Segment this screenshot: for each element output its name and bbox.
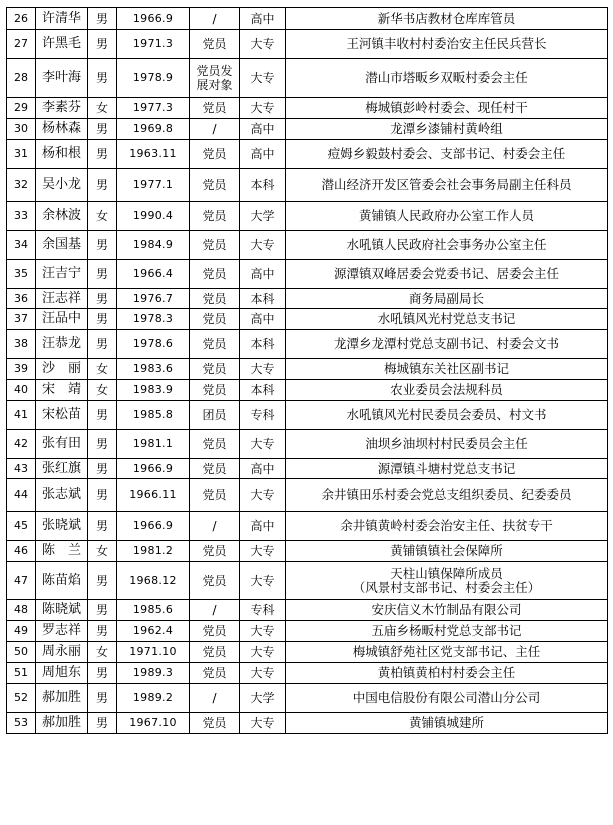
gender-cell: 男 (88, 30, 117, 59)
work-unit-position-cell: 水吼镇风光村党总支书记 (286, 309, 608, 330)
work-unit-position-cell: 新华书店教材仓库库管员 (286, 8, 608, 30)
work-unit-position-cell: 水吼镇风光村民委员会委员、村文书 (286, 401, 608, 430)
row-number-cell: 28 (7, 59, 36, 98)
education-cell: 大专 (240, 98, 286, 119)
education-cell: 本科 (240, 289, 286, 309)
gender-cell: 男 (88, 512, 117, 541)
birth-date-cell: 1969.8 (117, 119, 190, 140)
gender-cell: 男 (88, 289, 117, 309)
work-unit-position-cell: 中国电信股份有限公司潜山分公司 (286, 684, 608, 713)
political-status-cell: 党员 (190, 309, 240, 330)
gender-cell: 男 (88, 684, 117, 713)
work-unit-position-cell: 梅城镇彭岭村委会、现任村干 (286, 98, 608, 119)
birth-date-cell: 1966.9 (117, 459, 190, 479)
person-name-cell: 汪志祥 (36, 289, 88, 309)
gender-cell: 女 (88, 359, 117, 380)
education-cell: 本科 (240, 330, 286, 359)
person-name-cell: 陈苗焰 (36, 562, 88, 600)
work-unit-position-cell: 黄铺镇人民政府办公室工作人员 (286, 202, 608, 231)
education-cell: 高中 (240, 512, 286, 541)
political-status-cell: 党员 (190, 621, 240, 642)
person-name-cell: 吴小龙 (36, 169, 88, 202)
row-number-cell: 35 (7, 260, 36, 289)
person-name-cell: 李叶海 (36, 59, 88, 98)
person-name-cell: 张有田 (36, 430, 88, 459)
work-unit-position-cell: 余井镇田乐村委会党总支组织委员、纪委委员 (286, 479, 608, 512)
person-name-cell: 余国基 (36, 231, 88, 260)
gender-cell: 男 (88, 330, 117, 359)
birth-date-cell: 1981.2 (117, 541, 190, 562)
table-row (7, 479, 608, 512)
person-name-cell: 郝加胜 (36, 684, 88, 713)
education-cell: 大专 (240, 562, 286, 600)
table-row (7, 600, 608, 621)
row-number-cell: 42 (7, 430, 36, 459)
row-number-cell: 34 (7, 231, 36, 260)
row-number-cell: 43 (7, 459, 36, 479)
row-number-cell: 29 (7, 98, 36, 119)
person-name-cell: 许清华 (36, 8, 88, 30)
person-name-cell: 杨和根 (36, 140, 88, 169)
birth-date-cell: 1971.3 (117, 30, 190, 59)
education-cell: 高中 (240, 140, 286, 169)
birth-date-cell: 1977.1 (117, 169, 190, 202)
person-name-cell: 沙 丽 (36, 359, 88, 380)
work-unit-position-cell: 梅城镇东关社区副书记 (286, 359, 608, 380)
birth-date-cell: 1978.6 (117, 330, 190, 359)
roster-table (6, 7, 608, 734)
political-status-cell: 党员 (190, 541, 240, 562)
birth-date-cell: 1978.3 (117, 309, 190, 330)
political-status-cell: 党员 (190, 562, 240, 600)
table-row (7, 289, 608, 309)
person-name-cell: 汪恭龙 (36, 330, 88, 359)
work-unit-position-cell: 潜山市塔畈乡双畈村委会主任 (286, 59, 608, 98)
row-number-cell: 38 (7, 330, 36, 359)
education-cell: 大专 (240, 621, 286, 642)
work-unit-position-cell: 龙潭乡龙潭村党总支副书记、村委会文书 (286, 330, 608, 359)
table-row (7, 541, 608, 562)
education-cell: 高中 (240, 309, 286, 330)
row-number-cell: 49 (7, 621, 36, 642)
education-cell: 大专 (240, 479, 286, 512)
political-status-cell: / (190, 684, 240, 713)
birth-date-cell: 1967.10 (117, 713, 190, 734)
birth-date-cell: 1966.4 (117, 260, 190, 289)
education-cell: 本科 (240, 380, 286, 401)
row-number-cell: 53 (7, 713, 36, 734)
political-status-cell: 党员发展对象 (190, 59, 240, 98)
political-status-cell: 党员 (190, 98, 240, 119)
birth-date-cell: 1989.2 (117, 684, 190, 713)
work-unit-position-cell: 梅城镇舒苑社区党支部书记、主任 (286, 642, 608, 663)
political-status-cell: 党员 (190, 713, 240, 734)
person-name-cell: 杨林森 (36, 119, 88, 140)
birth-date-cell: 1966.9 (117, 512, 190, 541)
roster-sheet (6, 7, 607, 734)
person-name-cell: 宋 靖 (36, 380, 88, 401)
education-cell: 大专 (240, 642, 286, 663)
birth-date-cell: 1976.7 (117, 289, 190, 309)
row-number-cell: 40 (7, 380, 36, 401)
education-cell: 专科 (240, 600, 286, 621)
table-row (7, 713, 608, 734)
row-number-cell: 50 (7, 642, 36, 663)
education-cell: 高中 (240, 459, 286, 479)
political-status-cell: 党员 (190, 642, 240, 663)
row-number-cell: 39 (7, 359, 36, 380)
work-unit-position-cell: 王河镇丰收村村委治安主任民兵营长 (286, 30, 608, 59)
gender-cell: 男 (88, 8, 117, 30)
birth-date-cell: 1990.4 (117, 202, 190, 231)
education-cell: 大专 (240, 30, 286, 59)
birth-date-cell: 1968.12 (117, 562, 190, 600)
person-name-cell: 罗志祥 (36, 621, 88, 642)
gender-cell: 男 (88, 260, 117, 289)
gender-cell: 男 (88, 459, 117, 479)
work-unit-position-cell: 天柱山镇保障所成员 （风景村支部书记、村委会主任） (286, 562, 608, 600)
work-unit-position-cell: 黄铺镇城建所 (286, 713, 608, 734)
gender-cell: 男 (88, 231, 117, 260)
table-row (7, 202, 608, 231)
person-name-cell: 宋松苗 (36, 401, 88, 430)
political-status-cell: / (190, 600, 240, 621)
person-name-cell: 汪吉宁 (36, 260, 88, 289)
gender-cell: 男 (88, 119, 117, 140)
work-unit-position-cell: 水吼镇人民政府社会事务办公室主任 (286, 231, 608, 260)
political-status-cell: 团员 (190, 401, 240, 430)
table-row (7, 684, 608, 713)
table-row (7, 663, 608, 684)
work-unit-position-cell: 商务局副局长 (286, 289, 608, 309)
table-row (7, 380, 608, 401)
political-status-cell: 党员 (190, 169, 240, 202)
row-number-cell: 33 (7, 202, 36, 231)
row-number-cell: 51 (7, 663, 36, 684)
roster-table-body (7, 8, 608, 734)
education-cell: 大专 (240, 430, 286, 459)
table-row (7, 8, 608, 30)
political-status-cell: 党员 (190, 380, 240, 401)
education-cell: 大学 (240, 202, 286, 231)
birth-date-cell: 1971.10 (117, 642, 190, 663)
row-number-cell: 31 (7, 140, 36, 169)
person-name-cell: 周永丽 (36, 642, 88, 663)
gender-cell: 女 (88, 642, 117, 663)
birth-date-cell: 1962.4 (117, 621, 190, 642)
education-cell: 高中 (240, 8, 286, 30)
gender-cell: 男 (88, 600, 117, 621)
education-cell: 高中 (240, 260, 286, 289)
political-status-cell: / (190, 8, 240, 30)
birth-date-cell: 1983.9 (117, 380, 190, 401)
table-row (7, 140, 608, 169)
education-cell: 大学 (240, 684, 286, 713)
work-unit-position-cell: 安庆信义木竹制品有限公司 (286, 600, 608, 621)
work-unit-position-cell: 源潭镇斗塘村党总支书记 (286, 459, 608, 479)
table-row (7, 330, 608, 359)
birth-date-cell: 1983.6 (117, 359, 190, 380)
education-cell: 大专 (240, 59, 286, 98)
gender-cell: 男 (88, 309, 117, 330)
political-status-cell: 党员 (190, 430, 240, 459)
row-number-cell: 26 (7, 8, 36, 30)
gender-cell: 男 (88, 169, 117, 202)
work-unit-position-cell: 龙潭乡漆铺村黄岭组 (286, 119, 608, 140)
person-name-cell: 陈晓斌 (36, 600, 88, 621)
work-unit-position-cell: 五庙乡杨畈村党总支部书记 (286, 621, 608, 642)
political-status-cell: / (190, 119, 240, 140)
person-name-cell: 周旭东 (36, 663, 88, 684)
gender-cell: 女 (88, 541, 117, 562)
row-number-cell: 44 (7, 479, 36, 512)
birth-date-cell: 1981.1 (117, 430, 190, 459)
table-row (7, 119, 608, 140)
row-number-cell: 30 (7, 119, 36, 140)
person-name-cell: 汪品中 (36, 309, 88, 330)
work-unit-position-cell: 农业委员会法规科员 (286, 380, 608, 401)
table-row (7, 30, 608, 59)
political-status-cell: 党员 (190, 260, 240, 289)
political-status-cell: 党员 (190, 663, 240, 684)
person-name-cell: 余林波 (36, 202, 88, 231)
political-status-cell: 党员 (190, 30, 240, 59)
political-status-cell: / (190, 512, 240, 541)
gender-cell: 男 (88, 430, 117, 459)
table-row (7, 59, 608, 98)
row-number-cell: 45 (7, 512, 36, 541)
political-status-cell: 党员 (190, 140, 240, 169)
birth-date-cell: 1978.9 (117, 59, 190, 98)
table-row (7, 260, 608, 289)
education-cell: 专科 (240, 401, 286, 430)
table-row (7, 401, 608, 430)
table-row (7, 562, 608, 600)
table-row (7, 309, 608, 330)
birth-date-cell: 1985.6 (117, 600, 190, 621)
education-cell: 大专 (240, 663, 286, 684)
work-unit-position-cell: 黄铺镇镇社会保障所 (286, 541, 608, 562)
table-row (7, 512, 608, 541)
birth-date-cell: 1989.3 (117, 663, 190, 684)
gender-cell: 女 (88, 98, 117, 119)
gender-cell: 男 (88, 562, 117, 600)
political-status-cell: 党员 (190, 359, 240, 380)
row-number-cell: 52 (7, 684, 36, 713)
row-number-cell: 48 (7, 600, 36, 621)
birth-date-cell: 1966.9 (117, 8, 190, 30)
person-name-cell: 许黑毛 (36, 30, 88, 59)
education-cell: 大专 (240, 541, 286, 562)
political-status-cell: 党员 (190, 330, 240, 359)
work-unit-position-cell: 余井镇黄岭村委会治安主任、扶贫专干 (286, 512, 608, 541)
row-number-cell: 46 (7, 541, 36, 562)
work-unit-position-cell: 油坝乡油坝村村民委员会主任 (286, 430, 608, 459)
gender-cell: 男 (88, 663, 117, 684)
gender-cell: 男 (88, 621, 117, 642)
table-row (7, 642, 608, 663)
political-status-cell: 党员 (190, 202, 240, 231)
gender-cell: 男 (88, 140, 117, 169)
gender-cell: 男 (88, 713, 117, 734)
birth-date-cell: 1966.11 (117, 479, 190, 512)
work-unit-position-cell: 潜山经济开发区管委会社会事务局副主任科员 (286, 169, 608, 202)
birth-date-cell: 1985.8 (117, 401, 190, 430)
person-name-cell: 陈 兰 (36, 541, 88, 562)
row-number-cell: 36 (7, 289, 36, 309)
education-cell: 大专 (240, 713, 286, 734)
education-cell: 大专 (240, 231, 286, 260)
political-status-cell: 党员 (190, 459, 240, 479)
political-status-cell: 党员 (190, 231, 240, 260)
row-number-cell: 37 (7, 309, 36, 330)
person-name-cell: 张晓斌 (36, 512, 88, 541)
birth-date-cell: 1977.3 (117, 98, 190, 119)
education-cell: 高中 (240, 119, 286, 140)
work-unit-position-cell: 痘姆乡毅鼓村委会、支部书记、村委会主任 (286, 140, 608, 169)
gender-cell: 女 (88, 380, 117, 401)
gender-cell: 男 (88, 59, 117, 98)
table-row (7, 98, 608, 119)
gender-cell: 男 (88, 401, 117, 430)
row-number-cell: 27 (7, 30, 36, 59)
row-number-cell: 41 (7, 401, 36, 430)
row-number-cell: 47 (7, 562, 36, 600)
person-name-cell: 郝加胜 (36, 713, 88, 734)
work-unit-position-cell: 源潭镇双峰居委会党委书记、居委会主任 (286, 260, 608, 289)
person-name-cell: 张红旗 (36, 459, 88, 479)
work-unit-position-cell: 黄柏镇黄柏村村委会主任 (286, 663, 608, 684)
table-row (7, 231, 608, 260)
gender-cell: 女 (88, 202, 117, 231)
education-cell: 本科 (240, 169, 286, 202)
political-status-cell: 党员 (190, 289, 240, 309)
person-name-cell: 张志斌 (36, 479, 88, 512)
education-cell: 大专 (240, 359, 286, 380)
person-name-cell: 李素芬 (36, 98, 88, 119)
birth-date-cell: 1984.9 (117, 231, 190, 260)
row-number-cell: 32 (7, 169, 36, 202)
gender-cell: 男 (88, 479, 117, 512)
birth-date-cell: 1963.11 (117, 140, 190, 169)
table-row (7, 359, 608, 380)
political-status-cell: 党员 (190, 479, 240, 512)
table-row (7, 430, 608, 459)
table-row (7, 621, 608, 642)
table-row (7, 459, 608, 479)
table-row (7, 169, 608, 202)
